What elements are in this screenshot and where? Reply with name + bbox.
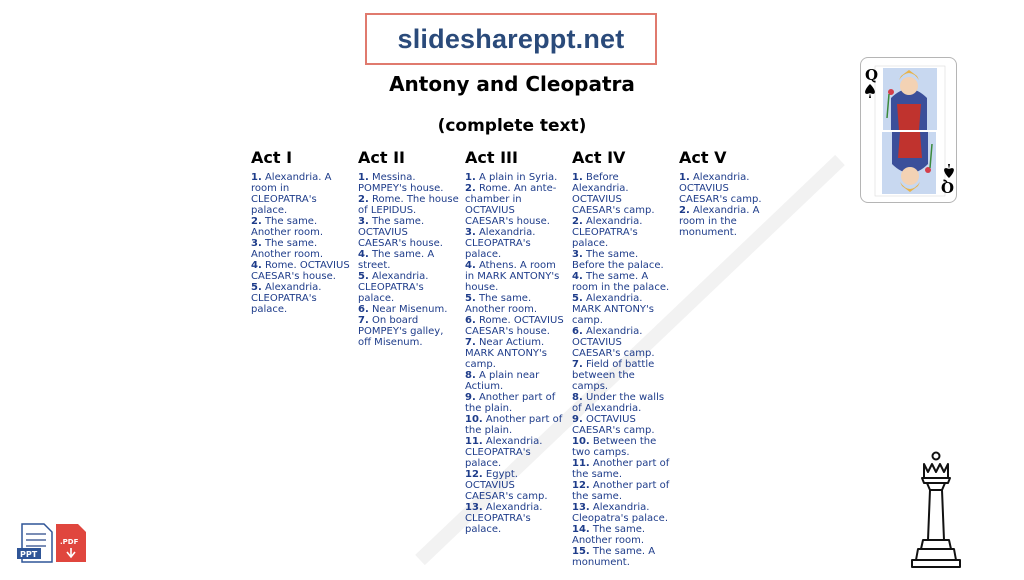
scene-text: Alexandria. CLEOPATRA's palace. xyxy=(465,436,543,469)
scene-number: 14. xyxy=(572,524,590,535)
scene-number: 11. xyxy=(465,436,483,447)
scene-text: The same. OCTAVIUS CAESAR's house. xyxy=(358,216,443,249)
scene-text: Alexandria. A room in CLEOPATRA's palace. xyxy=(251,172,332,216)
scene-number: 10. xyxy=(572,436,590,447)
scene-number: 12. xyxy=(572,480,590,491)
scene-item[interactable] xyxy=(572,216,673,249)
scene-text: Alexandria. Cleopatra's palace. xyxy=(572,502,669,524)
scene-number: 9. xyxy=(572,414,583,425)
scene-item[interactable] xyxy=(465,392,566,414)
scene-item[interactable] xyxy=(572,359,673,392)
scene-number: 2. xyxy=(251,216,262,227)
scene-number: 5. xyxy=(358,271,369,282)
scene-item[interactable] xyxy=(572,524,673,546)
scene-item[interactable] xyxy=(251,282,352,315)
scene-text: Alexandria. CLEOPATRA's palace. xyxy=(572,216,643,249)
page-title: Antony and Cleopatra xyxy=(389,72,635,96)
queen-card-illustration xyxy=(861,58,957,203)
scene-text: Another part of the plain. xyxy=(465,392,556,414)
act-column xyxy=(251,148,358,568)
scene-item[interactable] xyxy=(465,502,566,535)
scene-number: 3. xyxy=(572,249,583,260)
scene-text: Rome. An ante-chamber in OCTAVIUS CAESAR's house. xyxy=(465,183,557,227)
act-title: Act V xyxy=(679,148,727,167)
scene-number: 1. xyxy=(358,172,369,183)
scene-text: The same. A monument. xyxy=(572,546,656,568)
scene-item[interactable] xyxy=(572,249,673,271)
scene-text: The same. Another room. xyxy=(572,524,646,546)
svg-text:PPT: PPT xyxy=(20,550,38,559)
scene-item[interactable] xyxy=(572,392,673,414)
scene-text: Near Actium. MARK ANTONY's camp. xyxy=(465,337,548,370)
scene-text: Alexandria. CLEOPATRA's palace. xyxy=(465,227,536,260)
spade-icon xyxy=(865,84,875,98)
scene-number: 3. xyxy=(358,216,369,227)
scene-item[interactable] xyxy=(465,227,566,260)
scene-number: 7. xyxy=(358,315,369,326)
scene-number: 5. xyxy=(572,293,583,304)
svg-text:Q: Q xyxy=(865,66,879,84)
scene-list xyxy=(465,172,566,535)
scene-item[interactable] xyxy=(358,304,459,315)
scene-list xyxy=(358,172,459,348)
scene-item[interactable] xyxy=(465,414,566,436)
scene-text: Alexandria. CLEOPATRA's palace. xyxy=(251,282,322,315)
scene-item[interactable] xyxy=(465,436,566,469)
spade-icon xyxy=(944,164,954,178)
scene-number: 1. xyxy=(251,172,262,183)
scene-item[interactable] xyxy=(572,480,673,502)
scene-item[interactable] xyxy=(465,469,566,502)
act-title: Act III xyxy=(465,148,518,167)
scene-text: A plain near Actium. xyxy=(465,370,540,392)
scene-text: The same. A room in the palace. xyxy=(572,271,670,293)
scene-text: Alexandria. CLEOPATRA's palace. xyxy=(358,271,429,304)
scene-text: A plain in Syria. xyxy=(478,172,558,183)
scene-item[interactable] xyxy=(679,172,780,205)
scene-number: 8. xyxy=(465,370,476,381)
scene-number: 10. xyxy=(465,414,483,425)
act-title: Act I xyxy=(251,148,293,167)
scene-text: Rome. OCTAVIUS CAESAR's house. xyxy=(465,315,564,337)
scene-number: 1. xyxy=(572,172,583,183)
scene-item[interactable] xyxy=(572,414,673,436)
scene-number: 3. xyxy=(465,227,476,238)
scene-item[interactable] xyxy=(679,205,780,238)
scene-text: The same. Another room. xyxy=(251,216,324,238)
scene-item[interactable] xyxy=(251,260,352,282)
scene-item[interactable] xyxy=(465,293,566,315)
scene-number: 13. xyxy=(465,502,483,513)
scene-item[interactable] xyxy=(251,238,352,260)
site-brand-box[interactable] xyxy=(365,13,657,65)
ppt-file-icon[interactable] xyxy=(17,524,52,562)
scene-item[interactable] xyxy=(465,183,566,227)
scene-text: Egypt. OCTAVIUS CAESAR's camp. xyxy=(465,469,548,502)
scene-number: 5. xyxy=(465,293,476,304)
scene-item[interactable] xyxy=(572,546,673,568)
scene-number: 7. xyxy=(572,359,583,370)
queen-of-spades-card xyxy=(860,57,957,203)
scene-text: OCTAVIUS CAESAR's camp. xyxy=(572,414,655,436)
scene-item[interactable] xyxy=(465,337,566,370)
scene-item[interactable] xyxy=(572,502,673,524)
scene-item[interactable] xyxy=(251,172,352,216)
scene-number: 8. xyxy=(572,392,583,403)
scene-number: 4. xyxy=(572,271,583,282)
acts-container xyxy=(251,148,786,568)
scene-text: Rome. OCTAVIUS CAESAR's house. xyxy=(251,260,350,282)
scene-number: 4. xyxy=(465,260,476,271)
scene-item[interactable] xyxy=(465,315,566,337)
scene-item[interactable] xyxy=(358,194,459,216)
act-column xyxy=(358,148,465,568)
scene-text: Between the two camps. xyxy=(572,436,657,458)
scene-text: Messina. POMPEY's house. xyxy=(358,172,444,194)
scene-item[interactable] xyxy=(572,172,673,216)
scene-number: 2. xyxy=(465,183,476,194)
scene-text: The same. Another room. xyxy=(465,293,538,315)
scene-item[interactable] xyxy=(572,271,673,293)
scene-text: Athens. A room in MARK ANTONY's house. xyxy=(465,260,560,293)
scene-number: 5. xyxy=(251,282,262,293)
page-subtitle: (complete text) xyxy=(437,116,587,136)
scene-text: Before Alexandria. OCTAVIUS CAESAR's camp. xyxy=(572,172,655,216)
scene-text: Alexandria. CLEOPATRA's palace. xyxy=(465,502,543,535)
site-brand-text: slideshareppt.net xyxy=(397,23,625,54)
scene-text: Alexandria. OCTAVIUS CAESAR's camp. xyxy=(679,172,762,205)
scene-text: Another part of the same. xyxy=(572,458,670,480)
scene-list xyxy=(572,172,673,568)
scene-number: 3. xyxy=(251,238,262,249)
scene-text: Alexandria. A room in the monument. xyxy=(679,205,760,238)
scene-number: 15. xyxy=(572,546,590,557)
scene-text: Another part of the plain. xyxy=(465,414,563,436)
scene-item[interactable] xyxy=(358,216,459,249)
scene-number: 11. xyxy=(572,458,590,469)
scene-number: 2. xyxy=(679,205,690,216)
ppt-pdf-icons xyxy=(16,522,88,564)
scene-item[interactable] xyxy=(358,315,459,348)
scene-number: 6. xyxy=(358,304,369,315)
scene-number: 1. xyxy=(679,172,690,183)
scene-number: 6. xyxy=(465,315,476,326)
pdf-file-icon[interactable] xyxy=(56,524,86,562)
scene-number: 7. xyxy=(465,337,476,348)
scene-number: 13. xyxy=(572,502,590,513)
scene-list xyxy=(679,172,780,238)
act-column xyxy=(465,148,572,568)
scene-number: 2. xyxy=(572,216,583,227)
scene-item[interactable] xyxy=(465,260,566,293)
scene-item[interactable] xyxy=(572,458,673,480)
chess-queen-icon xyxy=(904,450,968,570)
scene-text: The same. Another room. xyxy=(251,238,324,260)
act-title: Act II xyxy=(358,148,405,167)
scene-number: 12. xyxy=(465,469,483,480)
scene-text: Another part of the same. xyxy=(572,480,670,502)
scene-text: Near Misenum. xyxy=(371,304,448,315)
svg-text:Q: Q xyxy=(940,178,954,196)
scene-number: 2. xyxy=(358,194,369,205)
scene-item[interactable] xyxy=(465,172,566,183)
scene-text: Alexandria. MARK ANTONY's camp. xyxy=(572,293,655,326)
scene-text: The same. Before the palace. xyxy=(572,249,664,271)
scene-number: 4. xyxy=(251,260,262,271)
file-format-icons xyxy=(16,522,88,564)
act-title: Act IV xyxy=(572,148,626,167)
scene-item[interactable] xyxy=(251,216,352,238)
scene-number: 1. xyxy=(465,172,476,183)
scene-list xyxy=(251,172,352,315)
scene-item[interactable] xyxy=(572,436,673,458)
scene-text: Alexandria. OCTAVIUS CAESAR's camp. xyxy=(572,326,655,359)
scene-number: 6. xyxy=(572,326,583,337)
scene-item[interactable] xyxy=(358,172,459,194)
scene-text: The same. A street. xyxy=(358,249,435,271)
scene-number: 9. xyxy=(465,392,476,403)
scene-item[interactable] xyxy=(358,249,459,271)
scene-item[interactable] xyxy=(465,370,566,392)
act-column xyxy=(679,148,786,568)
scene-item[interactable] xyxy=(572,293,673,326)
scene-item[interactable] xyxy=(358,271,459,304)
act-column xyxy=(572,148,679,568)
scene-text: Under the walls of Alexandria. xyxy=(572,392,665,414)
scene-item[interactable] xyxy=(572,326,673,359)
scene-number: 4. xyxy=(358,249,369,260)
scene-text: Field of battle between the camps. xyxy=(572,359,655,392)
scene-text: Rome. The house of LEPIDUS. xyxy=(358,194,459,216)
scene-text: On board POMPEY's galley, off Misenum. xyxy=(358,315,444,348)
svg-text:.PDF: .PDF xyxy=(60,538,79,546)
